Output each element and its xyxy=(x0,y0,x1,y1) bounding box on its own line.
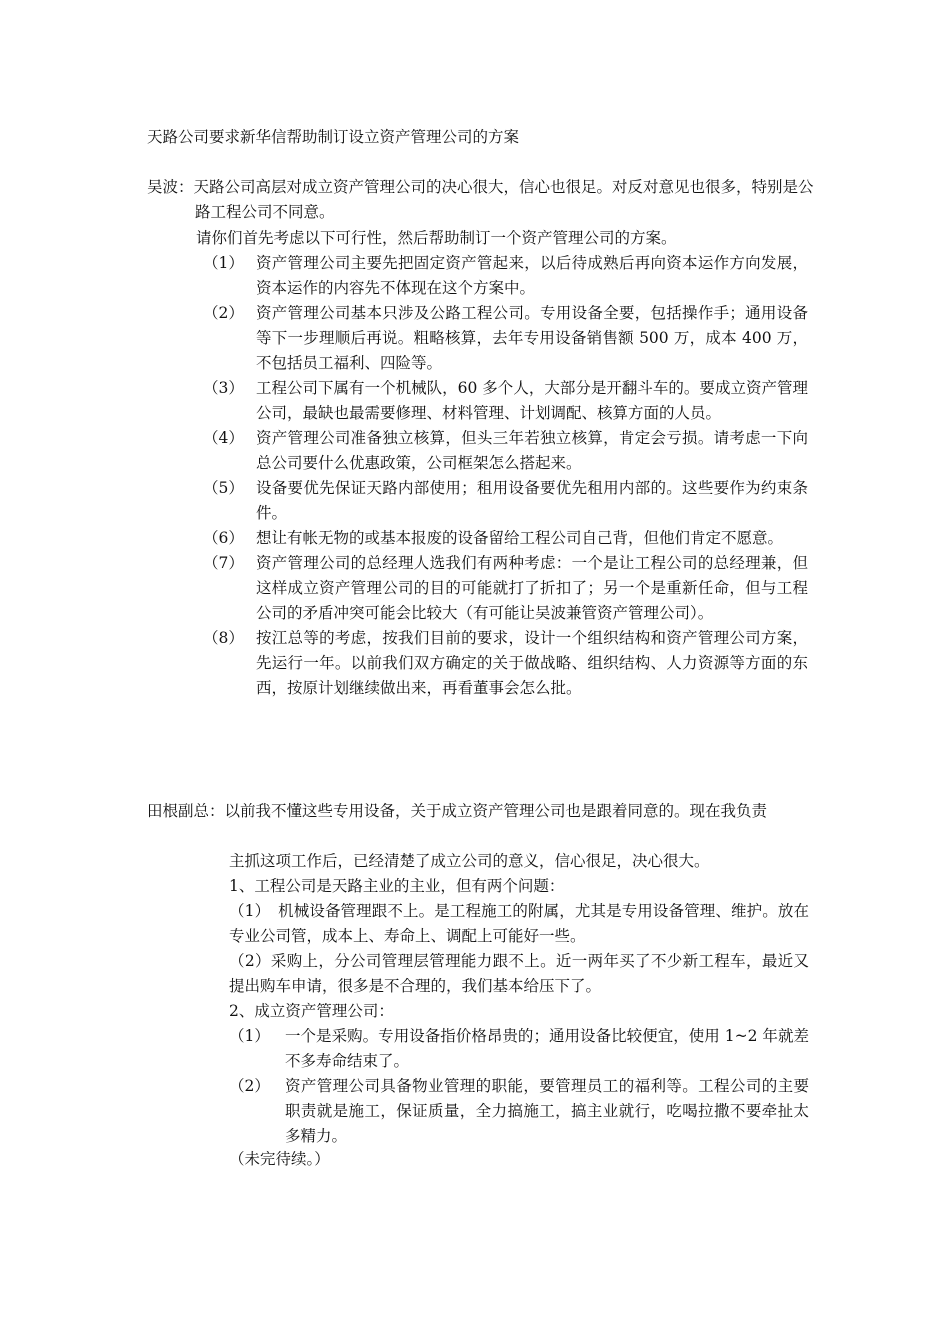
list-item xyxy=(196,526,808,551)
section2-point2: 2、成立资产管理公司： xyxy=(229,1002,394,1020)
item-text: 按江总等的考虑，按我们目前的要求，设计一个组织结构和资产管理公司方案，先运行一年。以前我们双方确定的关于做战略、组织结构、人力资源等方面的东西，按原计划继续做出来，再看董事会怎么批。 xyxy=(256,629,808,697)
list-item xyxy=(196,251,808,301)
list-item xyxy=(196,426,808,476)
section2-point1: 1、工程公司是天路主业的主业，但有两个问题： xyxy=(229,877,565,895)
item-number: （2） xyxy=(203,304,244,322)
list-item xyxy=(196,476,808,526)
item-number: （6） xyxy=(203,529,244,547)
speaker-name: 吴波： xyxy=(147,178,194,196)
item-text: 资产管理公司准备独立核算，但头三年若独立核算，肯定会亏损。请考虑一下向总公司要什么优惠政策，公司框架怎么搭起来。 xyxy=(256,429,808,472)
section1-heading xyxy=(147,175,827,225)
list-item xyxy=(196,376,808,426)
item-text: 资产管理公司基本只涉及公路工程公司。专用设备全要，包括操作手；通用设备等下一步理顺后再说。粗略核算，去年专用设备销售额 500 万，成本 400 万，不包括员工福利、四险等。 xyxy=(256,304,808,372)
list-item xyxy=(196,301,808,376)
section1-head-text: 天路公司高层对成立资产管理公司的决心很大，信心也很足。对反对意见也很多，特别是公路工程公司不同意。 xyxy=(193,178,814,221)
document-title: 天路公司要求新华信帮助制订设立资产管理公司的方案 xyxy=(147,128,520,146)
item-text: 资产管理公司具备物业管理的职能，要管理员工的福利等。工程公司的主要职责就是施工，保证质量，全力搞施工，搞主业就行，吃喝拉撒不要牵扯太多精力。 xyxy=(285,1077,809,1145)
list-item xyxy=(229,1074,809,1149)
item-number: （1） xyxy=(229,1027,270,1045)
item-text: 资产管理公司主要先把固定资产管起来，以后待成熟后再向资本运作方向发展，资本运作的内容先不体现在这个方案中。 xyxy=(256,254,808,297)
closing-note: （未完待续。） xyxy=(229,1150,330,1168)
item-number: （5） xyxy=(203,479,244,497)
section1-intro: 请你们首先考虑以下可行性，然后帮助制订一个资产管理公司的方案。 xyxy=(196,229,677,247)
item-number: （1） xyxy=(203,254,244,272)
section2-point1-b: （2）采购上，分公司管理层管理能力跟不上。近一两年买了不少新工程车，最近又提出购车申请，很多是不合理的，我们基本给压下了。 xyxy=(229,952,809,995)
item-text: 资产管理公司的总经理人选我们有两种考虑：一个是让工程公司的总经理兼，但这样成立资产管理公司的目的可能就打了折扣了；另一个是重新任命，但与工程公司的矛盾冲突可能会比较大（有可能让吴波兼管资产管理公司）。 xyxy=(256,554,808,622)
list-item xyxy=(196,626,808,701)
item-text: 工程公司下属有一个机械队，60 多个人，大部分是开翻斗车的。要成立资产管理公司，最缺也最需要修理、材料管理、计划调配、核算方面的人员。 xyxy=(256,379,808,422)
item-text: 想让有帐无物的或基本报废的设备留给工程公司自己背，但他们肯定不愿意。 xyxy=(256,529,784,547)
list-item xyxy=(229,1024,809,1074)
section2-list xyxy=(229,1024,809,1149)
section2-line1: 主抓这项工作后，已经清楚了成立公司的意义，信心很足，决心很大。 xyxy=(229,852,710,870)
item-number: （3） xyxy=(203,379,244,397)
item-number: （8） xyxy=(203,629,244,647)
section1-list xyxy=(196,251,808,701)
item-text: 设备要优先保证天路内部使用；租用设备要优先租用内部的。这些要作为约束条件。 xyxy=(256,479,808,522)
item-number: （4） xyxy=(203,429,244,447)
section2-point1-a: （1） 机械设备管理跟不上。是工程施工的附属，尤其是专用设备管理、维护。放在专业公司管，成本上、寿命上、调配上可能好一些。 xyxy=(229,902,809,945)
section2-heading: 田根副总：以前我不懂这些专用设备，关于成立资产管理公司也是跟着同意的。现在我负责 xyxy=(147,802,768,820)
list-item xyxy=(196,551,808,626)
item-number: （7） xyxy=(203,554,244,572)
item-text: 一个是采购。专用设备指价格昂贵的；通用设备比较便宜，使用 1~2 年就差不多寿命结束了。 xyxy=(285,1027,809,1070)
item-number: （2） xyxy=(229,1077,270,1095)
